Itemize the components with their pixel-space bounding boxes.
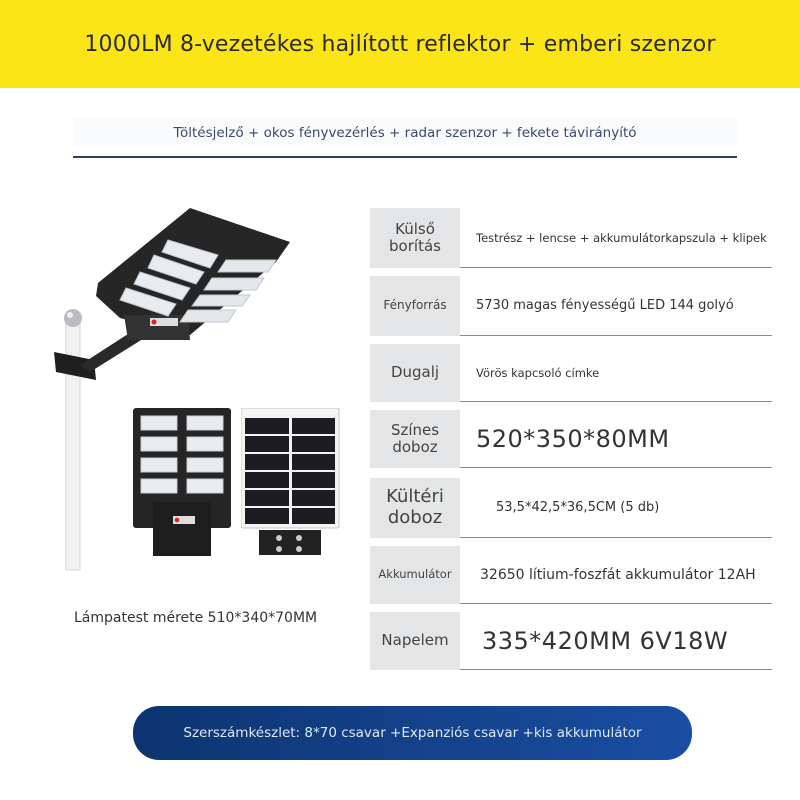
feature-subtitle: Töltésjelző + okos fényvezérlés + radar szenzor + fekete távirányító [73, 118, 737, 148]
spec-value: 32650 lítium-foszfát akkumulátor 12AH [460, 546, 772, 604]
spec-row-socket [370, 344, 772, 402]
divider [73, 156, 737, 158]
spec-value: 335*420MM 6V18W [460, 612, 772, 670]
product-title: 1000LM 8-vezetékes hajlított reflektor + emberi szenzor [84, 31, 716, 57]
lamp-dimensions-caption: Lámpatest mérete 510*340*70MM [74, 610, 318, 626]
spec-label: Napelem [370, 612, 460, 670]
spec-row-battery [370, 546, 772, 604]
solar-panel-image [241, 408, 341, 558]
spec-value: Vörös kapcsoló címke [460, 344, 772, 402]
spec-value: 5730 magas fényességű LED 144 golyó [460, 276, 772, 336]
spec-label: Fényforrás [370, 276, 460, 336]
spec-row-solar-panel [370, 612, 772, 670]
spec-row-outdoor-box [370, 478, 772, 538]
spec-label: Kültéri doboz [370, 478, 460, 538]
spec-value: 53,5*42,5*36,5CM (5 db) [460, 478, 772, 538]
toolkit-banner: Szerszámkészlet: 8*70 csavar +Expanziós csavar +kis akkumulátor [133, 706, 692, 760]
spec-row-light-source [370, 276, 772, 336]
spec-value: Testrész + lencse + akkumulátorkapszula + klipek [460, 208, 772, 268]
spec-label: Dugalj [370, 344, 460, 402]
header-banner [0, 0, 800, 88]
spec-row-color-box [370, 410, 772, 468]
spec-label: Külső borítás [370, 208, 460, 268]
spec-label: Akkumulátor [370, 546, 460, 604]
spec-label: Színes doboz [370, 410, 460, 468]
spec-value: 520*350*80MM [460, 410, 772, 468]
lamp-front-image [133, 408, 233, 558]
spec-row-outer-cover [370, 208, 772, 268]
